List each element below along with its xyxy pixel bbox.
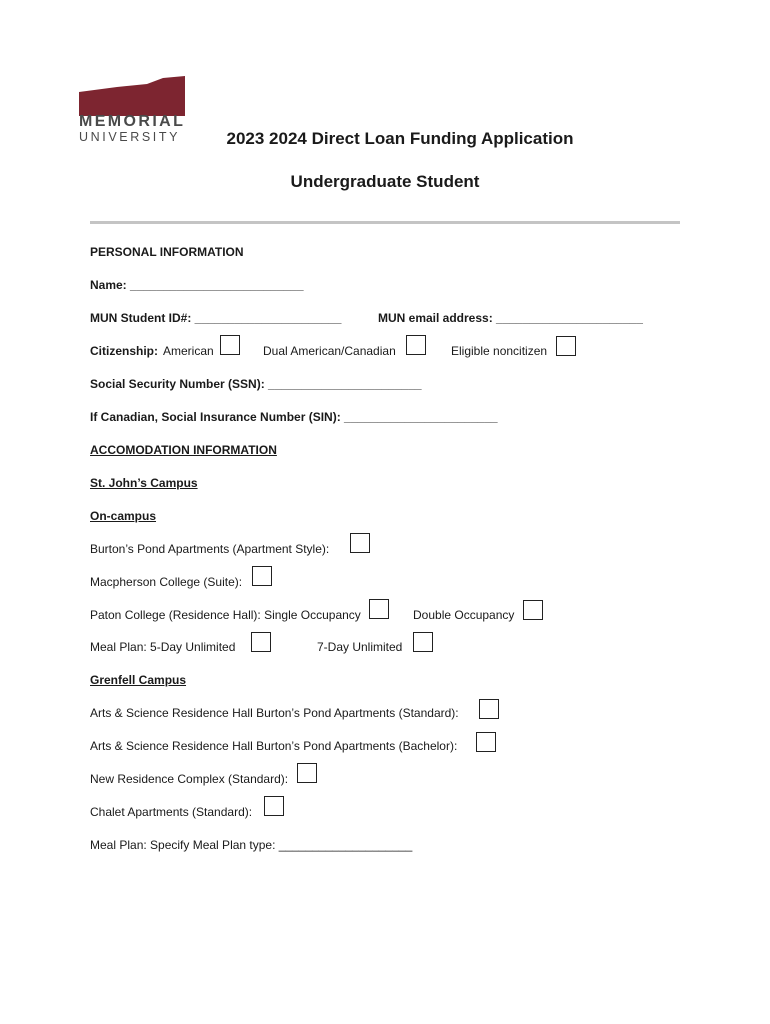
macpherson-checkbox[interactable] [252,566,272,586]
personal-info-heading: PERSONAL INFORMATION [90,245,244,259]
logo-banner-shape [77,76,187,116]
macpherson-label: Macpherson College (Suite): [90,575,243,589]
page-title: 2023 2024 Direct Loan Funding Application [226,129,574,148]
st-johns-heading: St. John’s Campus [90,476,198,490]
sin-field[interactable]: If Canadian, Social Insurance Number (SIN): _______________________ [90,410,498,424]
dual-citizen-checkbox[interactable] [406,335,426,355]
burtons-pond-label: Burton’s Pond Apartments (Apartment Style): [90,542,330,556]
chalet-label: Chalet Apartments (Standard): [90,805,253,819]
logo-text-memorial: MEMORIAL [79,113,186,130]
meal-plan-7day-checkbox[interactable] [413,632,433,652]
citizenship-label: Citizenship: [90,344,158,358]
name-field[interactable]: Name: __________________________ [90,278,304,292]
eligible-noncitizen-checkbox[interactable] [556,336,576,356]
paton-single-label: Paton College (Residence Hall): Single Occupancy [90,608,361,622]
arts-bachelor-label: Arts & Science Residence Hall Burton’s Pond Apartments (Bachelor): [90,739,458,753]
email-field[interactable]: MUN email address: ______________________ [378,311,643,325]
meal-plan-5day-label: Meal Plan: 5-Day Unlimited [90,640,236,654]
paton-single-checkbox[interactable] [369,599,389,619]
chalet-checkbox[interactable] [264,796,284,816]
student-id-field[interactable]: MUN Student ID#: ______________________ [90,311,342,325]
accommodation-heading: ACCOMODATION INFORMATION [90,443,277,457]
arts-standard-checkbox[interactable] [479,699,499,719]
arts-bachelor-checkbox[interactable] [476,732,496,752]
new-residence-label: New Residence Complex (Standard): [90,772,289,786]
grenfell-heading: Grenfell Campus [90,673,187,687]
new-residence-checkbox[interactable] [297,763,317,783]
meal-plan-5day-checkbox[interactable] [251,632,271,652]
logo-text-university: UNIVERSITY [79,130,181,144]
page-subtitle: Undergraduate Student [290,172,480,191]
on-campus-heading: On-campus [90,509,157,523]
meal-plan-7day-label: 7-Day Unlimited [317,640,403,654]
american-checkbox[interactable] [220,335,240,355]
paton-double-label: Double Occupancy [413,608,515,622]
meal-plan-specify-field[interactable]: Meal Plan: Specify Meal Plan type: ____________________ [90,838,413,852]
arts-standard-label: Arts & Science Residence Hall Burton’s Pond Apartments (Standard): [90,706,459,720]
citizenship-eligible-label: Eligible noncitizen [451,344,548,358]
paton-double-checkbox[interactable] [523,600,543,620]
citizenship-dual-label: Dual American/Canadian [263,344,396,358]
ssn-field[interactable]: Social Security Number (SSN): _______________________ [90,377,422,391]
citizenship-american-label: American [163,344,214,358]
burtons-pond-checkbox[interactable] [350,533,370,553]
divider [90,221,680,224]
